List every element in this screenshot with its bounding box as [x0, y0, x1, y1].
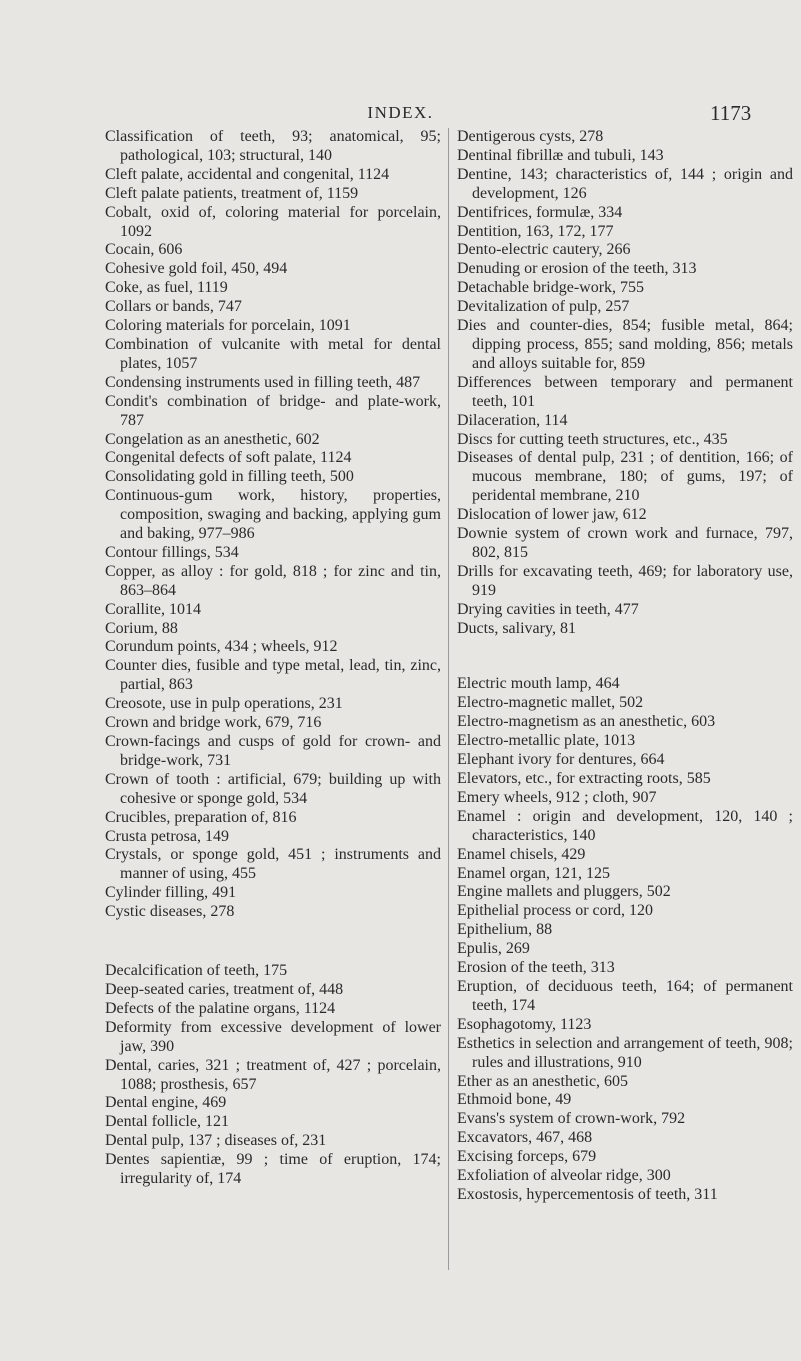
index-entry: Dentition, 163, 172, 177	[457, 222, 614, 240]
index-entry: Continuous-gum work, history, properties, composition, swaging and backing, applying gum and baking, 977–986	[105, 487, 441, 543]
section-d-continued-entries	[457, 128, 793, 638]
index-entry: Classification of teeth, 93; anatomical, 95; pathological, 103; structural, 140	[105, 128, 441, 164]
section-c-entries	[105, 128, 441, 922]
index-entry: Differences between temporary and permanent teeth, 101	[457, 373, 793, 410]
index-entry: Combination of vulcanite with metal for dental plates, 1057	[105, 335, 441, 372]
index-entry: Dental, caries, 321 ; treatment of, 427 ; porcelain, 1088; prosthesis, 657	[105, 1056, 441, 1093]
index-entry: Diseases of dental pulp, 231 ; of dentition, 166; of mucous membrane, 180; of gums, 197; of peridental membrane, 210	[457, 449, 793, 505]
index-entry: Creosote, use in pulp operations, 231	[105, 695, 343, 713]
index-entry: Excising forceps, 679	[457, 1148, 597, 1166]
index-entry: Elephant ivory for dentures, 664	[457, 751, 665, 769]
index-entry: Dentifrices, formulæ, 334	[457, 203, 623, 221]
index-entry: Deep-seated caries, treatment of, 448	[105, 980, 344, 998]
index-entry: Erosion of the teeth, 313	[457, 959, 615, 977]
index-entry: Exostosis, hypercementosis of teeth, 311	[457, 1185, 718, 1203]
index-entry: Congenital defects of soft palate, 1124	[105, 449, 352, 467]
section-d-entries	[105, 962, 441, 1189]
column-divider	[448, 128, 449, 1270]
index-entry: Esophagotomy, 1123	[457, 1015, 592, 1033]
page-number: 1173	[710, 101, 752, 125]
index-entry: Dental engine, 469	[105, 1094, 227, 1112]
index-entry: Crucibles, preparation of, 816	[105, 808, 297, 826]
index-entry: Downie system of crown work and furnace, 797, 802, 815	[457, 525, 793, 561]
index-entry: Dilaceration, 114	[457, 411, 568, 429]
index-entry: Coke, as fuel, 1119	[105, 279, 228, 297]
running-header-title: INDEX.	[367, 103, 434, 122]
index-entry: Electro-magnetic mallet, 502	[457, 694, 644, 712]
index-entry: Ethmoid bone, 49	[457, 1091, 572, 1109]
index-entry: Crusta petrosa, 149	[105, 827, 229, 845]
right-column	[457, 128, 793, 1205]
index-entry: Cylinder filling, 491	[105, 884, 237, 902]
index-entry: Epithelium, 88	[457, 921, 553, 939]
index-entry: Electric mouth lamp, 464	[457, 675, 620, 693]
index-entry: Dislocation of lower jaw, 612	[457, 506, 647, 524]
index-entry: Exfoliation of alveolar ridge, 300	[457, 1167, 671, 1185]
index-entry: Corallite, 1014	[105, 600, 201, 618]
index-entry: Dento-electric cautery, 266	[457, 241, 631, 259]
index-entry: Enamel chisels, 429	[457, 845, 586, 863]
index-entry: Elevators, etc., for extracting roots, 585	[457, 770, 711, 787]
index-entry: Decalcification of teeth, 175	[105, 962, 288, 980]
section-e-entries	[457, 675, 793, 1204]
index-entry: Contour fillings, 534	[105, 543, 239, 561]
index-entry: Crown of tooth : artificial, 679; building up with cohesive or sponge gold, 534	[105, 770, 441, 807]
index-entry: Excavators, 467, 468	[457, 1129, 593, 1147]
index-entry: Collars or bands, 747	[105, 298, 242, 316]
index-entry: Esthetics in selection and arrangement of teeth, 908; rules and illustrations, 910	[457, 1034, 793, 1071]
index-entry: Crown-facings and cusps of gold for crown- and bridge-work, 731	[105, 733, 441, 769]
index-entry: Corundum points, 434 ; wheels, 912	[105, 638, 338, 656]
index-entry: Dentinal fibrillæ and tubuli, 143	[457, 146, 664, 164]
index-entry: Cobalt, oxid of, coloring material for porcelain, 1092	[105, 203, 441, 240]
index-entry: Dental pulp, 137 ; diseases of, 231	[105, 1132, 327, 1150]
index-entry: Discs for cutting teeth structures, etc., 435	[457, 430, 728, 448]
index-entry: Denuding or erosion of the teeth, 313	[457, 260, 697, 278]
section-gap	[105, 922, 441, 962]
index-entry: Dies and counter-dies, 854; fusible metal, 864; dipping process, 855; sand molding, 856; metals and alloys suitable for, 859	[457, 317, 793, 372]
index-entry: Condensing instruments used in filling teeth, 487	[105, 373, 421, 391]
index-entry: Enamel organ, 121, 125	[457, 864, 611, 882]
index-entry: Dentes sapientiæ, 99 ; time of eruption, 174; irregularity of, 174	[105, 1151, 441, 1188]
index-entry: Electro-metallic plate, 1013	[457, 732, 636, 750]
index-entry: Cohesive gold foil, 450, 494	[105, 260, 288, 278]
index-entry: Crystals, or sponge gold, 451 ; instruments and manner of using, 455	[105, 846, 441, 883]
index-entry: Drying cavities in teeth, 477	[457, 600, 639, 618]
index-entry: Epulis, 269	[457, 940, 530, 958]
index-entry: Dentine, 143; characteristics of, 144 ; origin and development, 126	[457, 165, 793, 202]
section-gap	[457, 638, 793, 675]
index-entry: Congelation as an anesthetic, 602	[105, 430, 320, 448]
index-entry: Corium, 88	[105, 619, 178, 637]
index-entry: Drills for excavating teeth, 469; for laboratory use, 919	[457, 562, 793, 599]
index-entry: Dental follicle, 121	[105, 1113, 229, 1131]
index-entry: Defects of the palatine organs, 1124	[105, 999, 336, 1017]
index-entry: Cocain, 606	[105, 241, 183, 259]
index-entry: Devitalization of pulp, 257	[457, 298, 630, 316]
index-entry: Cystic diseases, 278	[105, 903, 235, 921]
index-entry: Detachable bridge-work, 755	[457, 279, 645, 297]
index-entry: Cleft palate, accidental and congenital, 1124	[105, 165, 390, 183]
left-column	[105, 128, 441, 1189]
index-entry: Ducts, salivary, 81	[457, 619, 576, 637]
index-entry: Emery wheels, 912 ; cloth, 907	[457, 788, 657, 806]
index-entry: Dentigerous cysts, 278	[457, 128, 604, 145]
index-entry: Coloring materials for porcelain, 1091	[105, 317, 351, 335]
index-entry: Epithelial process or cord, 120	[457, 902, 653, 920]
index-entry: Consolidating gold in filling teeth, 500	[105, 468, 354, 486]
index-entry: Crown and bridge work, 679, 716	[105, 714, 322, 732]
index-entry: Ether as an anesthetic, 605	[457, 1072, 629, 1090]
index-entry: Eruption, of deciduous teeth, 164; of permanent teeth, 174	[457, 977, 793, 1014]
index-entry: Deformity from excessive development of lower jaw, 390	[105, 1018, 441, 1055]
index-entry: Engine mallets and pluggers, 502	[457, 883, 671, 901]
index-entry: Evans's system of crown-work, 792	[457, 1110, 686, 1128]
index-entry: Enamel : origin and development, 120, 140 ; characteristics, 140	[457, 807, 793, 844]
index-entry: Copper, as alloy : for gold, 818 ; for zinc and tin, 863–864	[105, 562, 441, 599]
index-entry: Condit's combination of bridge- and plate-work, 787	[105, 392, 441, 429]
index-entry: Counter dies, fusible and type metal, lead, tin, zinc, partial, 863	[105, 657, 441, 694]
index-entry: Cleft palate patients, treatment of, 1159	[105, 184, 359, 202]
index-entry: Electro-magnetism as an anesthetic, 603	[457, 713, 716, 731]
